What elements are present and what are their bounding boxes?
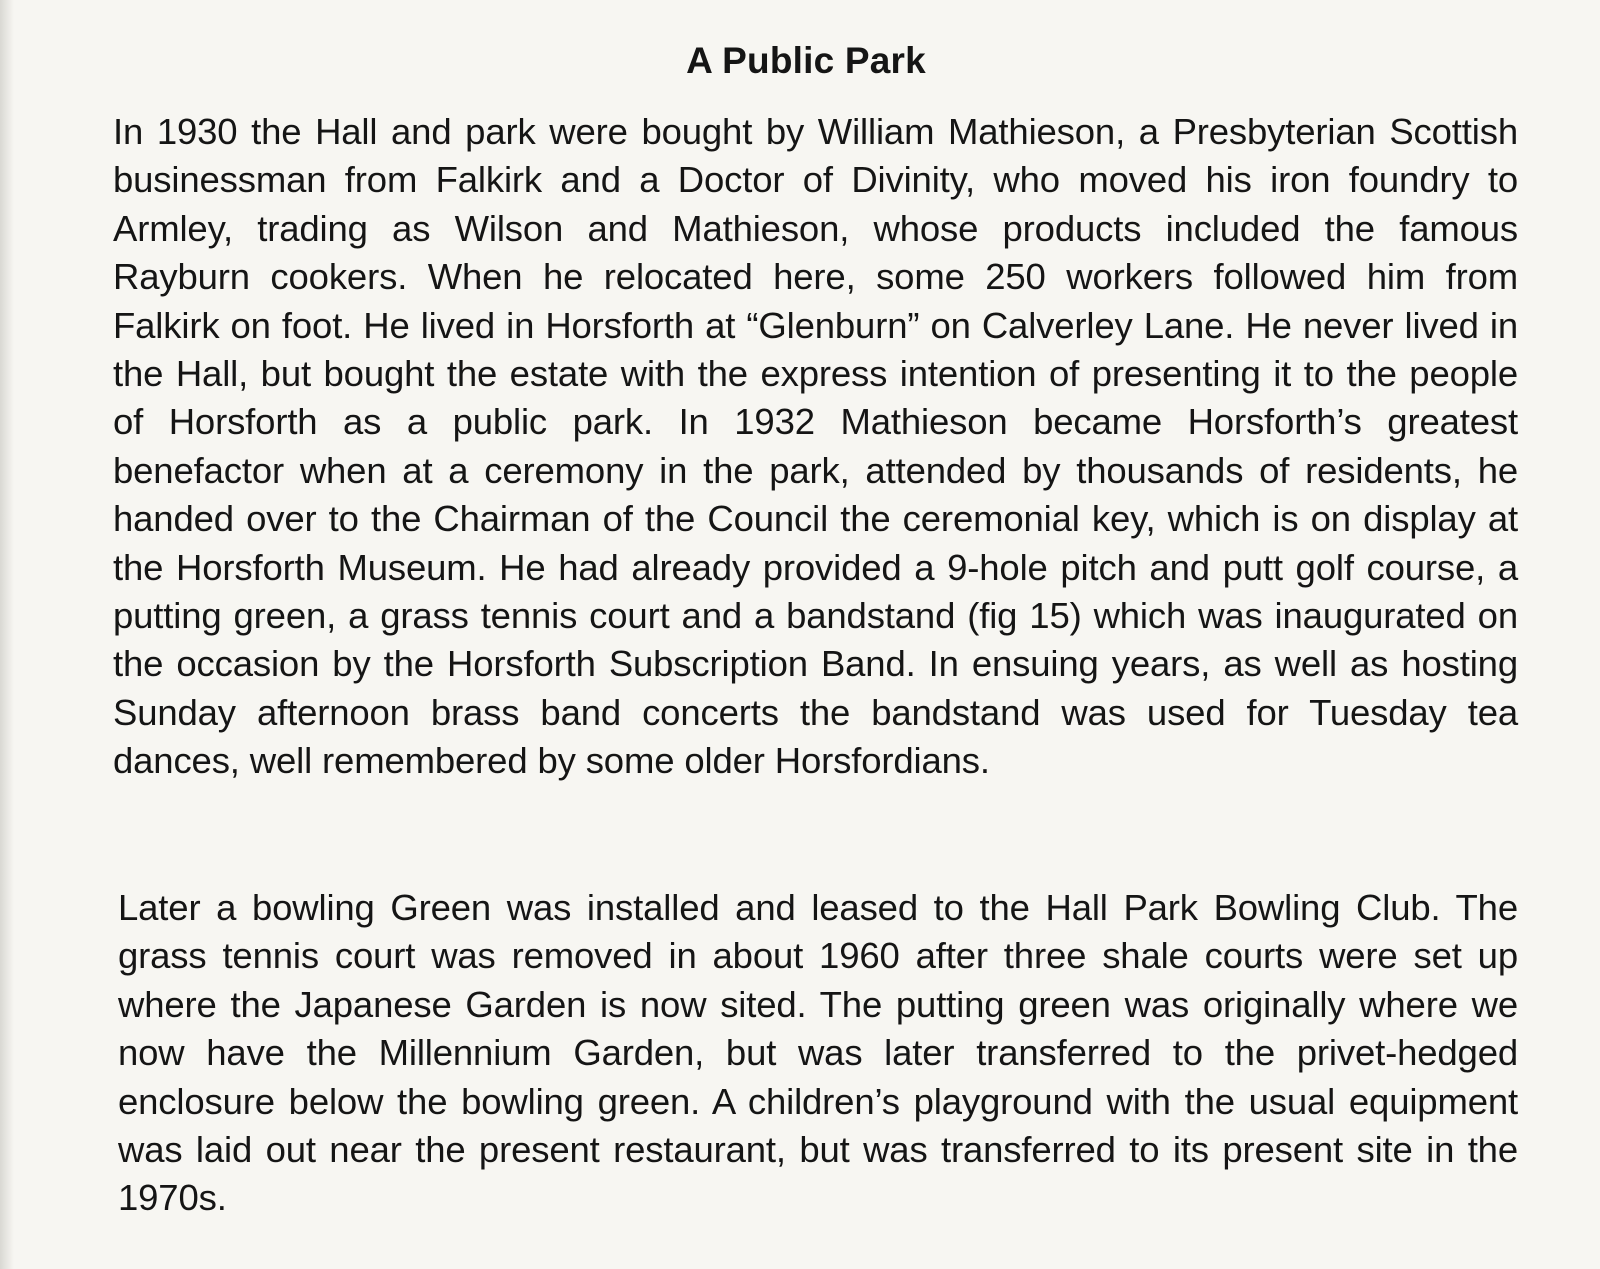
- paragraph-history: In 1930 the Hall and park were bought by William Mathieson, a Presbyterian Scottish businessman from Falkirk and a Doctor of Divinity, who moved his iron foundry to Armley, trading as Wilson and Mathieson, whose products included the famous Rayburn cookers. When he relocated here, some 250 workers followed him from Falkirk on foot. He lived in Horsforth at “Glenburn” on Calverley Lane. He never lived in the Hall, but bought the estate with the express intention of presenting it to the people of Horsforth as a public park. In 1932 Mathieson became Horsforth’s greatest benefactor when at a ceremony in the park, attended by thousands of residents, he handed over to the Chairman of the Council the ceremonial key, which is on display at the Horsforth Museum. He had already provided a 9-hole pitch and putt golf course, a putting green, a grass tennis court and a bandstand (fig 15) which was inaugurated on the occasion by the Horsforth Subscription Band. In ensuing years, as well as hosting Sunday afternoon brass band concerts the bandstand was used for Tuesday tea dances, well remembered by some older Horsfordians.: [113, 111, 1518, 782]
- page-edge-shadow: [0, 0, 14, 1269]
- page-title: A Public Park: [686, 39, 926, 81]
- paragraph-later-developments: Later a bowling Green was installed and leased to the Hall Park Bowling Club. The grass tennis court was removed in about 1960 after three shale courts were set up where the Japanese Garden is now sited. The putting green was originally where we now have the Millennium Garden, but was later transferred to the privet-hedged enclosure below the bowling green. A children’s playground with the usual equipment was laid out near the present restaurant, but was transferred to its present site in the 1970s.: [118, 887, 1518, 1219]
